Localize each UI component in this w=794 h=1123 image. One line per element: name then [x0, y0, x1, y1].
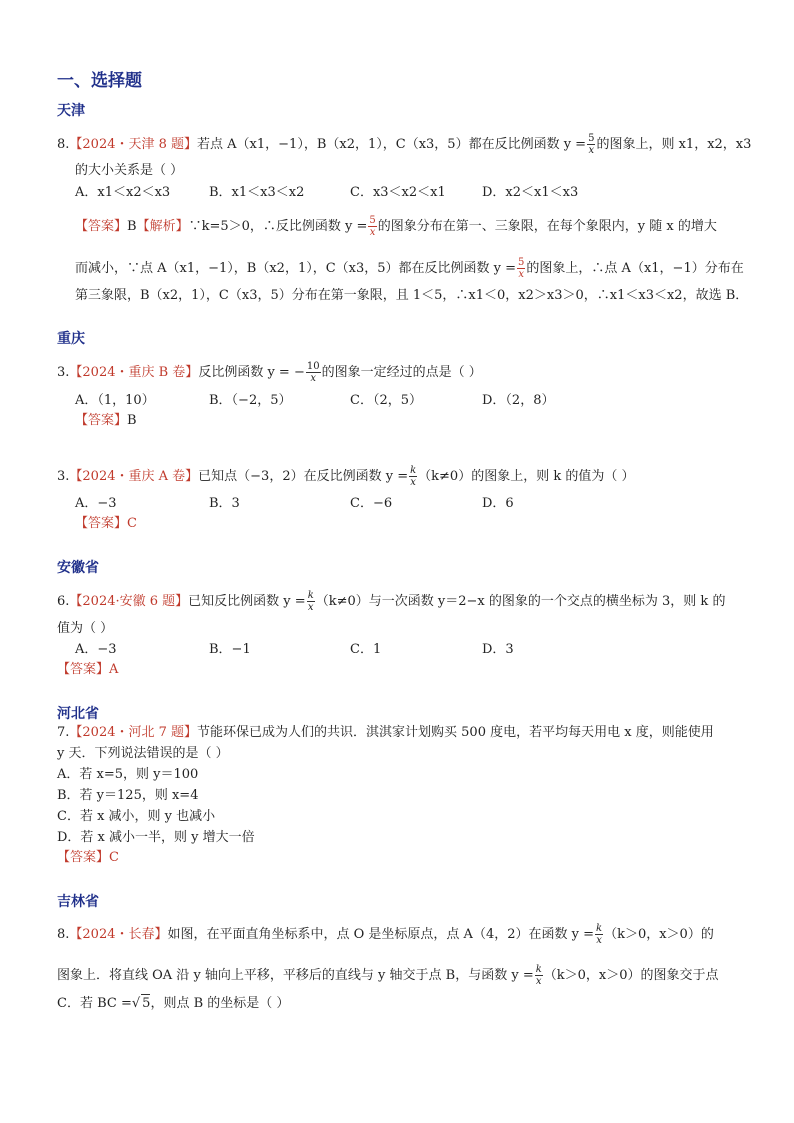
analysis-line-1: 【答案】B【解析】∵k=5＞0，∴反比例函数 y = $\frac{5}{x}$ 的图象分布在第一、三象限，在每个象限内，y 随 x 的增大: [75, 215, 717, 238]
option-b: B．若 y＝125，则 x=4: [57, 788, 199, 803]
option-a: A．（1，10）: [75, 393, 155, 408]
option-c: C．（2，5）: [350, 393, 422, 408]
question-hebei-stem: 7.【2024・河北 7 题】节能环保已成为人们的共识．淇淇家计划购买 500 度电，若平均每天用电 x 度，则能使用: [57, 725, 714, 740]
province-heading-anhui: 安徽省: [57, 560, 99, 576]
option-a: A．−3: [75, 496, 117, 511]
question-source: 【2024・天津 8 题】: [69, 137, 198, 152]
answer-hebei: 【答案】C: [57, 850, 119, 865]
answer-anhui: 【答案】A: [57, 662, 119, 677]
option-a: A．−3: [75, 642, 117, 657]
question-source: 【2024・重庆 A 卷】: [69, 469, 199, 484]
question-chongqing-b-stem: 3.【2024・重庆 B 卷】反比例函数 y = − $\frac{10}{x}$ 的图象一定经过的点是（ ）: [57, 361, 482, 384]
option-b: B．3: [209, 496, 240, 511]
province-heading-hebei: 河北省: [57, 706, 99, 722]
question-chongqing-a-options: [75, 495, 735, 513]
option-b: B．（−2，5）: [209, 393, 292, 408]
province-heading-tianjin: 天津: [57, 103, 85, 119]
sqrt-radicand: 5: [142, 996, 151, 1011]
option-d: D．x2＜x1＜x3: [482, 185, 579, 200]
question-tianjin-options: [75, 184, 735, 202]
option-d: D．（2，8）: [482, 393, 555, 408]
question-jilin-stem-2: 图象上．将直线 OA 沿 y 轴向上平移，平移后的直线与 y 轴交于点 B，与函数 y = $\frac{k}{x}$ （k＞0，x＞0）的图象交于点: [57, 964, 719, 987]
question-anhui-stem-end: 值为（ ）: [57, 621, 114, 636]
option-a: A．x1＜x2＜x3: [75, 185, 171, 200]
question-source: 【2024・长春】: [69, 927, 168, 942]
option-d: D．若 x 减小一半，则 y 增大一倍: [57, 830, 255, 845]
option-c: C．1: [350, 642, 382, 657]
question-chongqing-b-options: [75, 392, 735, 410]
option-d: D．6: [482, 496, 514, 511]
question-tianjin-stem: 8.【2024・天津 8 题】若点 A（x1，−1），B（x2，1），C（x3，5）都在反比例函数 y = $\frac{5}{x}$ 的图象上，则 x1，x2，x3: [57, 133, 752, 156]
question-source: 【2024・重庆 B 卷】: [69, 365, 199, 380]
option-b: B．−1: [209, 642, 251, 657]
question-source: 【2024·安徽 6 题】: [69, 594, 189, 609]
option-b: B．x1＜x3＜x2: [209, 185, 305, 200]
answer-chongqing-a: 【答案】C: [75, 516, 137, 531]
question-hebei-stem-end: y 天．下列说法错误的是（ ）: [57, 746, 229, 761]
option-c: C．若 x 减小，则 y 也减小: [57, 809, 216, 824]
question-jilin-stem-3: C．若 BC =√ 5，则点 B 的坐标是（ ）: [57, 996, 290, 1011]
answer-chongqing-b: 【答案】B: [75, 413, 137, 428]
question-chongqing-a-stem: 3.【2024・重庆 A 卷】已知点（−3，2）在反比例函数 y = $\frac{k}{x}$ （k≠0）的图象上，则 k 的值为（ ）: [57, 465, 635, 488]
option-d: D．3: [482, 642, 514, 657]
section-title: 一、选择题: [57, 71, 142, 91]
question-anhui-options: [57, 641, 737, 659]
question-tianjin-stem-end: 的大小关系是（ ）: [75, 163, 184, 178]
analysis-line-3: 第三象限，B（x2，1），C（x3，5）分布在第一象限，且 1＜5，∴x1＜0，x2＞x3＞0，∴x1＜x3＜x2，故选 B．: [75, 288, 749, 303]
analysis-line-2: 而减小，∵点 A（x1，−1），B（x2，1），C（x3，5）都在反比例函数 y = $\frac{5}{x}$ 的图象上，∴点 A（x1，−1）分布在: [75, 257, 744, 280]
option-a: A．若 x=5，则 y＝100: [57, 767, 199, 782]
option-c: C．x3＜x2＜x1: [350, 185, 446, 200]
question-anhui-stem: 6.【2024·安徽 6 题】已知反比例函数 y = $\frac{k}{x}$ （k≠0）与一次函数 y＝2−x 的图象的一个交点的横坐标为 3，则 k 的: [57, 590, 726, 613]
province-heading-jilin: 吉林省: [57, 894, 99, 910]
question-jilin-stem: 8.【2024・长春】如图，在平面直角坐标系中，点 O 是坐标原点，点 A（4，2）在函数 y = $\frac{k}{x}$ （k＞0，x＞0）的: [57, 923, 714, 946]
option-c: C．−6: [350, 496, 393, 511]
question-source: 【2024・河北 7 题】: [69, 725, 198, 740]
province-heading-chongqing: 重庆: [57, 331, 85, 347]
